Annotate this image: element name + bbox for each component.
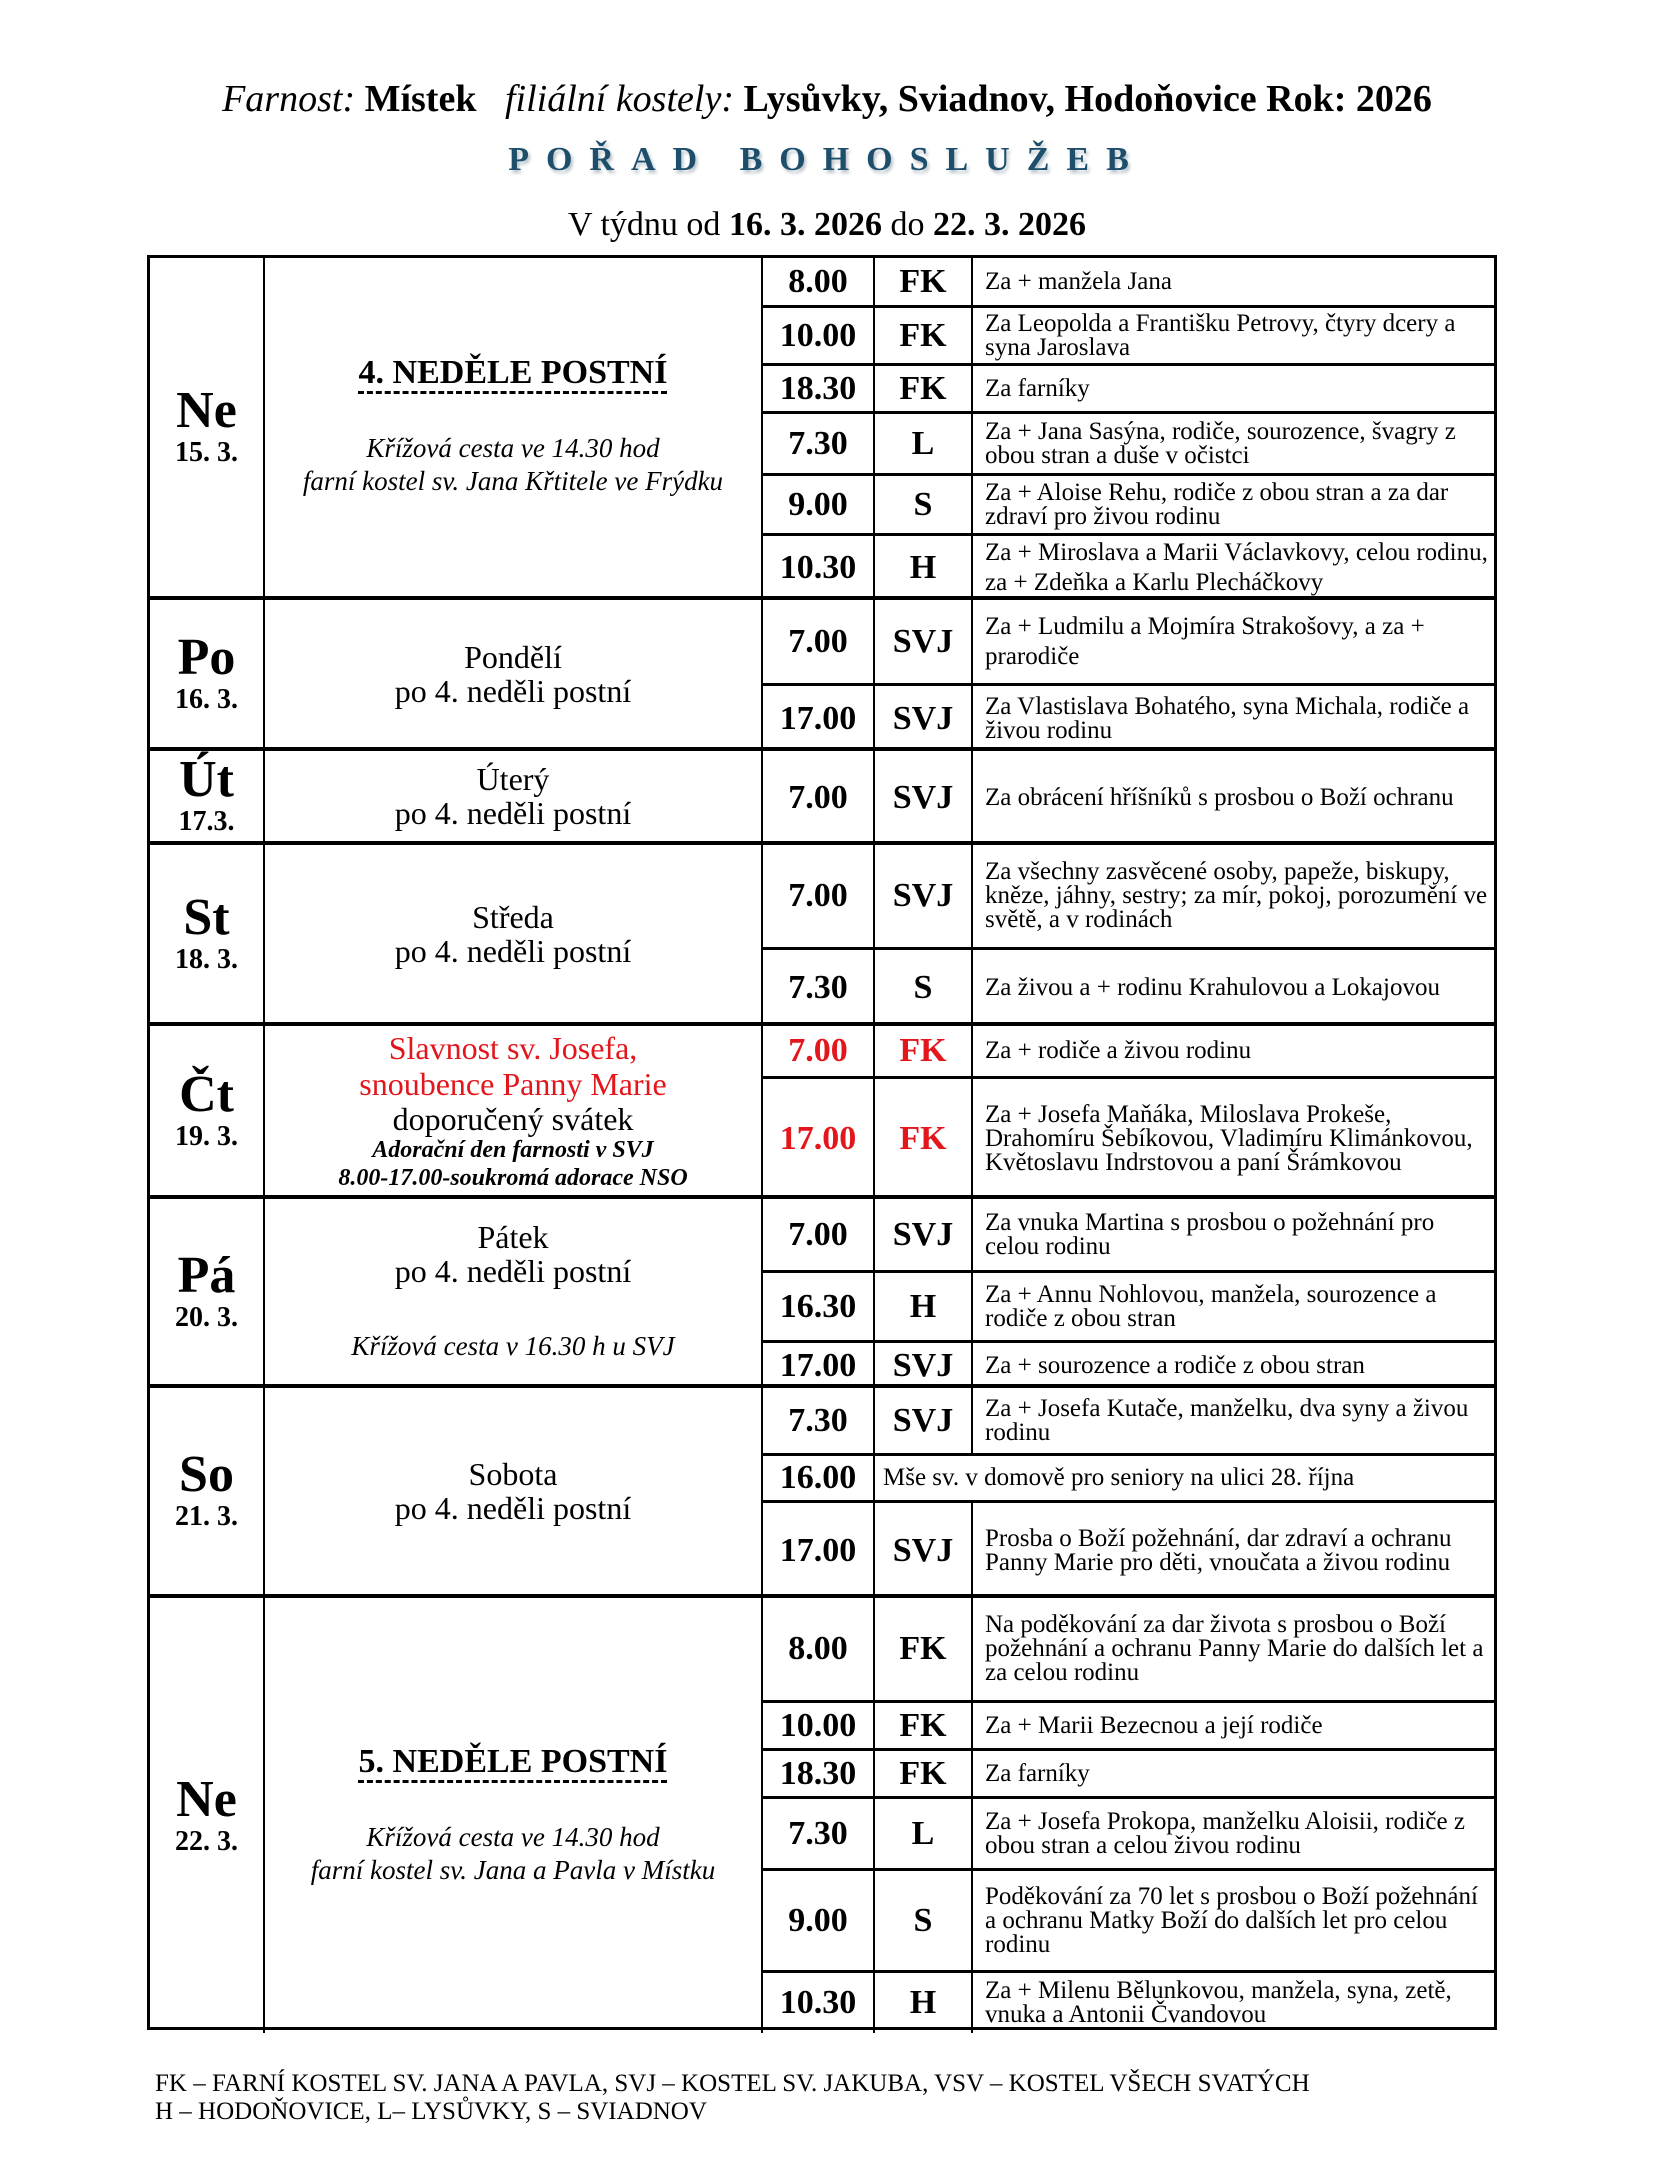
week-mid: do — [890, 206, 925, 243]
day-date: 18. 3. — [175, 943, 238, 975]
mass-intention: Za + Ludmilu a Mojmíra Strakošovy, a za + prarodiče — [985, 612, 1425, 670]
day-description — [265, 751, 763, 841]
day-block — [150, 1026, 1497, 1199]
mass-church: L — [875, 414, 973, 473]
day-description — [265, 600, 763, 747]
mass-intention: Za + Aloise Rehu, rodiče z obou stran a za dar zdraví pro živou rodinu — [985, 478, 1449, 530]
day-block — [150, 258, 1497, 600]
mass-intention: Za všechny zasvěcené osoby, papeže, biskupy, kněze, jáhny, sestry; za mír, pokoj, porozumění ve světě, a v rodinách — [985, 858, 1488, 933]
mass-intention: Za + rodiče a živou rodinu — [985, 1037, 1252, 1064]
mass-intention: Mše sv. v domově pro seniory na ulici 28. října — [883, 1464, 1355, 1491]
mass-time: 8.00 — [763, 1598, 875, 1700]
mass-church: FK — [875, 1026, 973, 1076]
mass-church: SVJ — [875, 1199, 973, 1270]
parish-name: Místek — [364, 78, 477, 120]
mass-list — [763, 600, 1497, 747]
mass-row — [763, 1340, 1497, 1388]
mass-row — [763, 1796, 1497, 1868]
mass-church: FK — [875, 1598, 973, 1700]
day-date: 21. 3. — [175, 1501, 238, 1532]
mass-row — [763, 751, 1497, 845]
feast-title: Slavnost sv. Josefa, — [388, 1029, 638, 1066]
filial-label: filiální kostely: — [504, 78, 734, 120]
week-prefix: V týdnu od — [568, 206, 721, 243]
mass-row — [763, 947, 1497, 1026]
legend-line-2: H – HODOŇOVICE, L– LYSŮVKY, S – SVIADNOV — [155, 2098, 707, 2125]
mass-time: 7.00 — [763, 751, 875, 845]
adoration-hours: 8.00-17.00-soukromá adorace NSO — [338, 1164, 688, 1191]
mass-row — [763, 1748, 1497, 1796]
mass-church: FK — [875, 1703, 973, 1748]
mass-time: 7.00 — [763, 600, 875, 683]
mass-row — [763, 411, 1497, 473]
mass-list — [763, 1026, 1497, 1195]
mass-row — [763, 683, 1497, 751]
mass-time: 10.00 — [763, 1703, 875, 1748]
weekday-name: Úterý — [476, 761, 550, 797]
mass-church: FK — [875, 258, 973, 305]
mass-time: 7.00 — [763, 845, 875, 947]
day-abbr: Pá — [177, 1246, 236, 1304]
mass-intention: Za + Jana Sasýna, rodiče, sourozence, švagry z obou stran a duše v očistci — [985, 417, 1456, 469]
mass-row — [763, 1598, 1497, 1700]
day-block — [150, 845, 1497, 1026]
day-label — [150, 1026, 265, 1195]
mass-row — [763, 1076, 1497, 1199]
mass-time: 17.00 — [763, 1503, 875, 1598]
day-description — [265, 1598, 763, 2033]
mass-list — [763, 751, 1497, 841]
mass-intention: Za Vlastislava Bohatého, syna Michala, rodiče a živou rodinu — [985, 692, 1470, 744]
mass-church: L — [875, 1799, 973, 1868]
feast-rank: doporučený svátek — [392, 1100, 634, 1137]
mass-time: 9.00 — [763, 1871, 875, 1970]
mass-time: 7.30 — [763, 1388, 875, 1453]
filial-names: Lysůvky, Sviadnov, Hodoňovice — [743, 78, 1257, 120]
mass-intention: Za farníky — [985, 1759, 1090, 1787]
mass-row — [763, 533, 1497, 600]
mass-church: H — [875, 1273, 973, 1340]
mass-row — [763, 1026, 1497, 1076]
mass-time: 7.00 — [763, 1026, 875, 1076]
mass-time: 10.00 — [763, 308, 875, 363]
mass-church: SVJ — [875, 686, 973, 751]
day-description — [265, 1199, 763, 1384]
mass-time: 8.00 — [763, 258, 875, 305]
mass-church: FK — [875, 1079, 973, 1199]
stations-location: farní kostel sv. Jana Křtitele ve Frýdku — [302, 466, 724, 496]
day-label — [150, 845, 265, 1022]
mass-list — [763, 258, 1497, 596]
mass-list — [763, 845, 1497, 1022]
day-date: 19. 3. — [175, 1120, 238, 1152]
mass-intention: Poděkování za 70 let s prosbou o Boží požehnání a ochranu Matky Boží do dalších let pro celou rodinu — [985, 1882, 1478, 1958]
mass-intention: Prosba o Boží požehnání, dar zdraví a ochranu Panny Marie pro děti, vnoučata a živou rodinu — [985, 1524, 1452, 1576]
mass-list — [763, 1199, 1497, 1384]
mass-time: 17.00 — [763, 1343, 875, 1388]
weekday-name: Pátek — [477, 1219, 549, 1255]
day-date: 16. 3. — [175, 683, 238, 715]
day-label — [150, 751, 265, 841]
day-abbr: So — [179, 1446, 234, 1503]
year-label: Rok: — [1266, 78, 1347, 120]
mass-intention: Za obrácení hříšníků s prosbou o Boží ochranu — [985, 784, 1454, 811]
mass-intention: Za + Josefa Prokopa, manželku Aloisii, rodiče z obou stran a celou živou rodinu — [985, 1807, 1465, 1859]
mass-church: FK — [875, 1751, 973, 1796]
mass-time: 10.30 — [763, 1973, 875, 2033]
mass-intention: Za + Josefa Kutače, manželku, dva syny a živou rodinu — [985, 1394, 1469, 1446]
mass-church: S — [875, 1871, 973, 1970]
mass-church: SVJ — [875, 751, 973, 845]
stations-note: Křížová cesta ve 14.30 hod — [366, 1821, 660, 1852]
day-abbr: Ne — [176, 1770, 237, 1828]
mass-church: SVJ — [875, 1343, 973, 1388]
mass-time: 18.30 — [763, 366, 875, 411]
day-label — [150, 1598, 265, 2033]
day-label — [150, 1199, 265, 1384]
day-block — [150, 1388, 1497, 1598]
mass-row — [763, 473, 1497, 533]
mass-list — [763, 1598, 1497, 2033]
weekday-name: Středa — [472, 898, 554, 935]
day-date: 20. 3. — [175, 1301, 238, 1333]
legend-line-1: FK – FARNÍ KOSTEL SV. JANA A PAVLA, SVJ – KOSTEL SV. JAKUBA, VSV – KOSTEL VŠECH SVATÝCH — [155, 2070, 1310, 2097]
weekday-subtitle: po 4. neděli postní — [394, 1490, 632, 1526]
day-label — [150, 1388, 265, 1594]
stations-note: Křížová cesta v 16.30 h u SVJ — [351, 1331, 675, 1361]
mass-church: FK — [875, 366, 973, 411]
mass-intention: Za + Miroslava a Marii Václavkovy, celou rodinu, za + Zdeňka a Karlu Plecháčkovy — [985, 539, 1488, 596]
adoration-note: Adorační den farnosti v SVJ — [372, 1136, 654, 1163]
schedule-table — [147, 255, 1497, 2030]
day-date: 22. 3. — [175, 1825, 238, 1857]
mass-intention: Na poděkování za dar života s prosbou o Boží požehnání a ochranu Panny Marie do dalších let a za celou rodinu — [985, 1611, 1484, 1686]
weekday-name: Sobota — [468, 1456, 558, 1492]
mass-intention: Za + Milenu Bělunkovou, manžela, syna, zetě, vnuka a Antonii Čvandovou — [985, 1977, 1452, 2028]
day-abbr: Ne — [176, 382, 237, 439]
weekday-subtitle: po 4. neděli postní — [394, 672, 632, 709]
mass-row — [763, 305, 1497, 363]
week-from: 16. 3. 2026 — [728, 206, 882, 243]
mass-intention: Za + Marii Bezecnou a její rodiče — [985, 1711, 1323, 1739]
day-date: 17.3. — [178, 806, 235, 837]
weekday-subtitle: po 4. neděli postní — [394, 1253, 632, 1289]
day-block — [150, 1598, 1497, 2033]
mass-time: 16.00 — [763, 1456, 875, 1500]
mass-row — [763, 600, 1497, 683]
mass-intention: Za živou a + rodinu Krahulovou a Lokajovou — [985, 974, 1440, 1001]
day-abbr: Čt — [179, 1065, 234, 1123]
mass-church: H — [875, 536, 973, 600]
weekday-subtitle: po 4. neděli postní — [394, 932, 632, 969]
mass-time: 18.30 — [763, 1751, 875, 1796]
mass-row — [763, 1453, 1497, 1500]
mass-row — [763, 1388, 1497, 1453]
mass-church: SVJ — [875, 600, 973, 683]
day-block — [150, 600, 1497, 751]
day-label — [150, 600, 265, 747]
year: 2026 — [1355, 78, 1432, 120]
mass-row — [763, 1199, 1497, 1270]
mass-time: 7.30 — [763, 1799, 875, 1868]
mass-church: SVJ — [875, 1503, 973, 1598]
mass-church: FK — [875, 308, 973, 363]
day-block — [150, 751, 1497, 845]
day-date: 15. 3. — [175, 437, 238, 468]
mass-time: 7.30 — [763, 950, 875, 1026]
mass-intention: Za + Annu Nohlovou, manžela, sourozence a rodiče z obou stran — [985, 1280, 1437, 1332]
mass-time: 17.00 — [763, 686, 875, 751]
day-description — [265, 845, 763, 1022]
day-description — [265, 1026, 763, 1195]
mass-list — [763, 1388, 1497, 1594]
day-abbr: Út — [179, 751, 234, 808]
stations-location: farní kostel sv. Jana a Pavla v Místku — [310, 1854, 716, 1885]
mass-church: H — [875, 1973, 973, 2033]
mass-intention: Za vnuka Martina s prosbou o požehnání pro celou rodinu — [985, 1208, 1435, 1260]
mass-church: SVJ — [875, 845, 973, 947]
mass-time: 16.30 — [763, 1273, 875, 1340]
church-legend — [155, 2070, 1310, 2126]
mass-intention: Za + sourozence a rodiče z obou stran — [985, 1351, 1365, 1379]
day-description — [265, 258, 763, 596]
liturgical-title: 4. NEDĚLE POSTNÍ — [358, 354, 668, 391]
mass-row — [763, 258, 1497, 305]
mass-time: 7.00 — [763, 1199, 875, 1270]
stations-note: Křížová cesta ve 14.30 hod — [366, 433, 660, 463]
mass-row — [763, 1700, 1497, 1748]
feast-subtitle: snoubence Panny Marie — [359, 1065, 667, 1102]
mass-church: S — [875, 476, 973, 533]
mass-church: S — [875, 950, 973, 1026]
mass-church: SVJ — [875, 1388, 973, 1453]
page-title: POŘAD BOHOSLUŽEB — [508, 141, 1146, 178]
mass-intention: Za + manžela Jana — [985, 267, 1172, 295]
mass-row — [763, 363, 1497, 411]
day-description — [265, 1388, 763, 1594]
mass-intention: Za Leopolda a Františku Petrovy, čtyry dcery a syna Jaroslava — [985, 309, 1456, 361]
weekday-subtitle: po 4. neděli postní — [394, 795, 632, 831]
mass-time: 17.00 — [763, 1079, 875, 1199]
liturgical-title: 5. NEDĚLE POSTNÍ — [358, 1742, 668, 1780]
mass-row — [763, 1270, 1497, 1340]
mass-intention: Za farníky — [985, 374, 1090, 402]
day-abbr: St — [183, 888, 230, 946]
parish-label: Farnost: — [222, 78, 356, 120]
week-to: 22. 3. 2026 — [932, 206, 1086, 243]
weekday-name: Pondělí — [464, 638, 562, 675]
mass-time: 10.30 — [763, 536, 875, 600]
mass-row — [763, 1500, 1497, 1598]
mass-intention: Za + Josefa Maňáka, Miloslava Prokeše, Drahomíru Šebíkovou, Vladimíru Klimánkovou, Květoslavu Indrstovou a paní Šrámkovou — [985, 1101, 1473, 1176]
day-abbr: Po — [177, 628, 236, 686]
mass-row — [763, 1868, 1497, 1970]
day-label — [150, 258, 265, 596]
mass-row — [763, 1970, 1497, 2033]
day-block — [150, 1199, 1497, 1388]
mass-time: 7.30 — [763, 414, 875, 473]
parish-header — [0, 76, 1654, 122]
mass-time: 9.00 — [763, 476, 875, 533]
week-range — [0, 204, 1654, 246]
mass-row — [763, 845, 1497, 947]
